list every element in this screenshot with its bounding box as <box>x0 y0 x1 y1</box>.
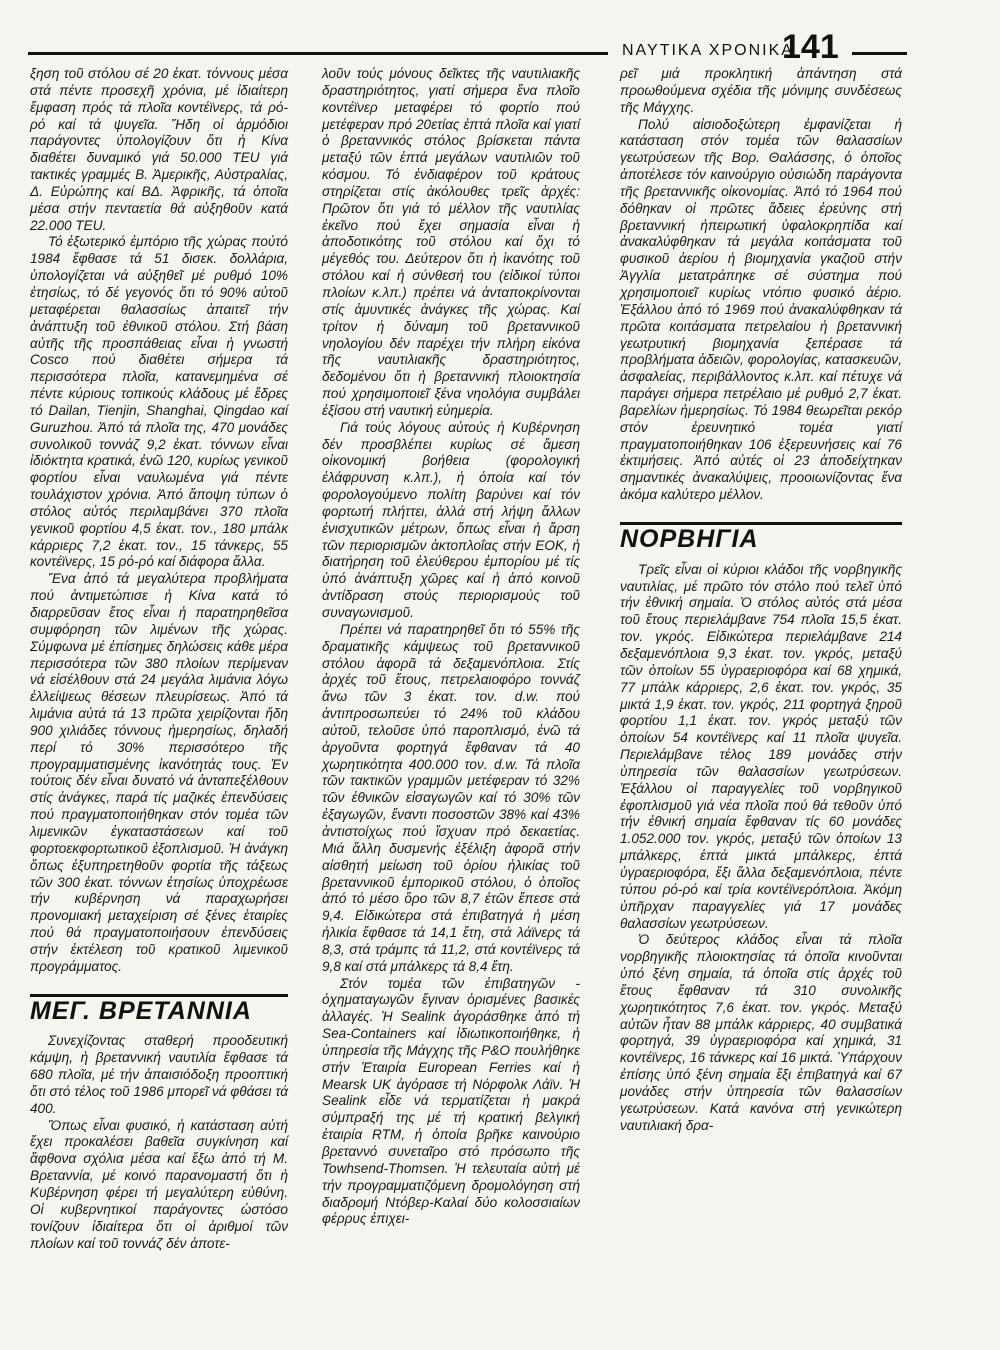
paragraph: Πρέπει νά παρατηρηθεῖ ὅτι τό 55% τῆς δραματικῆς κάμψεως τοῦ βρεταννικοῦ στόλου ἀφορᾶ τά δεξαμενόπλοια. Στίς ἀρχές τοῦ ἔτους, πετρελαιοφόρο τοννάζ ἄνω τῶν 3 ἑκατ. τον. d.w. πού ἀντιπροσωπεύει τό 24% τοῦ κλάδου αὐτοῦ, τελοῦσε ὑπό παροπλισμό, ἐνῶ τά ἀργοῦντα φορτηγά ἔφθαναν τά 40 χωρητικότητα 400.000 τον. d.w. Τά πλοῖα τῶν τακτικῶν γραμμῶν μετέφεραν τό 32% τῶν ἐθνικῶν εἰσαγωγῶν καί τό 30% τῶν ἐξαγωγῶν, ἔναντι ποσοστῶν 38% καί 43% ἀντιστοίχως πού ἴσχυαν πρό δεκαετίας. Μιά ἄλλη δυσμενής ἐξέλιξη ἀφορᾶ στήν αἰσθητή μείωση τοῦ ὁρίου ἡλικίας τοῦ βρεταννικοῦ ἐμπορικοῦ στόλου, ὁ ὁποῖος ἀπό τό μέσο ὅρο τῶν 8,7 ἐτῶν ἔπεσε στά 9,4. Εἰδικώτερα στά ἐπιβατηγά ἡ μέση ἡλικία ἔφθασε τά 14,1 ἔτη, στά λάϊνερς τά 8,3, στά τράμπς τά 11,2, στά κοντέϊνερς τά 9,8 καί στά μπάλκερς τά 8,4 ἔτη. <box>322 621 580 974</box>
section-heading-norway <box>620 522 902 552</box>
paragraph: ρεῖ μιά προκλητική ἀπάντηση στά προωθούμενα σχέδια τῆς μόνιμης συνδέσεως τῆς Μάγχης. <box>620 66 902 115</box>
column-1 <box>30 66 288 1252</box>
section-heading-text: ΝΟΡΒΗΓΙΑ <box>620 524 759 553</box>
header-rule-left <box>28 52 608 55</box>
paragraph: Συνεχίζοντας σταθερή προοδευτική κάμψη, ἡ βρεταννική ναυτιλία ἔφθασε τά 680 πλοῖα, μέ τήν ἀπαισιόδοξη προοπτική ὅτι στό τέλος τοῦ 1986 μπορεῖ νά φθάσει τά 400. <box>30 1033 288 1116</box>
paragraph: Ὁ δεύτερος κλάδος εἶναι τά πλοῖα νορβηγικῆς πλοιοκτησίας τά ὁποῖα κινοῦνται ὑπό ξένη σημαία, τά ὁποῖα στίς ἀρχές τοῦ ἔτους ἔφθαναν τά 310 συνολικῆς χωρητικότητος 7,6 ἑκατ. τον. γκρός. Μεταξύ αὐτῶν ἦταν 88 μπάλκ κάρριερς, 40 συμβατικά φορτηγά, 39 ὑγραεριοφόρα καί χημικά, 31 κοντέϊνερς, 16 τάνκερς καί 16 μικτά. Ὑπάρχουν ἐπίσης ὑπό ξένη σημαία ἕξι ἐπιβατηγά καί 67 μονάδες στήν ὑπηρεσία τῶν θαλασσίων γεωτρύσεων. Κατά κανόνα στή γενικώτερη ναυτιλιακή δρα- <box>620 932 902 1133</box>
paragraph: Τό ἐξωτερικό ἐμπόριο τῆς χώρας πούτό 1984 ἔφθασε τά 51 δισεκ. δολλάρια, ὑπολογίζεται νά αὐξηθεῖ μέ ρυθμό 10% ἐτησίως, τό δέ γεγονός ὅτι τό 90% αὐτοῦ μεταφέρεται θαλασσίως ἀπαιτεῖ τήν ἀνάπτυξη τοῦ ἐθνικοῦ στόλου. Στή βάση αὐτῆς τῆς προσπάθειας εἶναι ἡ γνωστή Cosco πού διαθέτει σήμερα τά περισσότερα πλοῖα, κατανεμημένα σέ πέντε κύριους τοπικούς κλάδους μέ ἕδρες τό Dailan, Tienjin, Shanghai, Qingdao καί Guruzhou. Ἀπό τά πλοῖα της, 470 μονάδες συνολικοῦ τοννάζ 9,2 ἑκατ. τόννων εἶναι ἰδιόκτητα κρατικά, ἐνῶ 120, κυρίως γενικοῦ φορτίου εἶναι ναυλωμένα γιά πέντε τουλάχιστον χρόνια. Ἀπό ἄποψη τύπων ὁ στόλος αὐτός περιλαμβάνει 370 πλοῖα γενικοῦ φορτίου 4,5 ἑκατ. τον., 180 μπάλκ κάρριερς 7,2 ἑκατ. τον., 15 τάνκερς, 55 κοντέϊνερς, 15 ρό-ρό καί διάφορα ἄλλα. <box>30 234 288 570</box>
paragraph: ξηση τοῦ στόλου σέ 20 ἑκατ. τόννους μέσα στά πέντε προσεχῆ χρόνια, μέ ἰδιαίτερη ἔμφαση πρός τά πλοῖα κοντέϊνερς, τά ρό-ρό καί τά ψυγεῖα. Ἤδη οἱ ἁρμόδιοι παράγοντες ὑπολογίζουν ὅτι ἡ Κίνα διαθέτει δυναμικό γιά 50.000 TEU γιά τακτικές γραμμές Β. Ἀμερικῆς, Αὐστραλίας, Δ. Εὐρώπης καί ΒΔ. Ἀφρικῆς, τά ὁποῖα μέσα στήν πενταετία θά αὐξηθοῦν κατά 22.000 TEU. <box>30 66 288 233</box>
page-number: 141 <box>782 28 839 66</box>
section-heading-britain <box>30 994 288 1024</box>
section-heading-text: ΜΕΓ. ΒΡΕΤΑΝΝΙΑ <box>30 996 252 1025</box>
column-2 <box>322 66 580 1228</box>
paragraph: Ὅπως εἶναι φυσικό, ἡ κατάσταση αὐτή ἔχει προκαλέσει βαθεῖα συγκίνηση καί ἄφθονα σχόλια μέσα καί ἔξω ἀπό τή Μ. Βρεταννία, μέ κοινό παρανομαστή ὅτι ἡ Κυβέρνηση φέρει τή μεγαλύτερη εὐθύνη. Οἱ κυβερνητικοί παράγοντες ὡστόσο τονίζουν ἰδιαίτερα ὅτι οἱ ἀριθμοί τῶν πλοίων καί τοῦ τοννάζ δέν ἀποτε- <box>30 1117 288 1251</box>
paragraph: Στόν τομέα τῶν ἐπιβατηγῶν - ὀχηματαγωγῶν ἔγιναν ὁρισμένες βασικές ἀλλαγές. Ἡ Sealink ἀγοράσθηκε ἀπό τή Sea-Containers καί ἰδιωτικοποιήθηκε, ἡ ὑπηρεσία τῆς Μάγχης τῆς P&O πουλήθηκε στήν Ἑταιρία European Ferries καί ἡ Mearsk UK ἀγόρασε τή Νόρφολκ Λάϊν. Ἡ Sealink εἶδε νά τερματίζεται ἡ μακρά σύμπραξή της μέ τή κρατική βελγική ἑταιρία RTM, ἡ ὁποία βρῆκε καινούριο βρεταννό συνεταῖρο στό πρόσωπο τῆς Towhsend-Thomsen. Ἡ τελευταία αὐτή μέ τήν προγραμματιζόμενη δρομολόγηση στή διαδρομή Ντόβερ-Καλαί δύο κολοσσιαίων φέρρυς ἐπιχει- <box>322 975 580 1227</box>
paragraph: λοῦν τούς μόνους δεῖκτες τῆς ναυτιλιακῆς δραστηριότητος, γιατί σήμερα ἕνα πλοῖο κοντέϊνερ μεταφέρει τό φορτίο πού μετέφεραν πρό 20ετίας ἑπτά πλοῖα καί γιατί ὁ βρεταννικός στόλος βρίσκεται πάντα μεταξύ τῶν ἑπτά μεγάλων ναυτιλιῶν τοῦ κόσμου. Τό ἐνδιαφέρον τοῦ κράτους στηρίζεται στίς ἀκόλουθες τρεῖς ἀρχές: Πρῶτον ὅτι γιά τό μέλλον τῆς ναυτιλίας ἐκεῖνο πού ἔχει σημασία εἶναι ἡ ἀποδοτικότης τοῦ στόλου καί ὄχι τό μέγεθός του. Δεύτερον ὅτι ἡ ἱκανότης τοῦ στόλου καί ἡ σύνθεσή του (εἰδικοί τύποι πλοίων κ.λπ.) πρέπει νά ἀνταποκρίνονται στίς ἀμυντικές ἀνάγκες τῆς χώρας. Καί τρίτον ἡ δύναμη τοῦ βρεταννικοῦ νηολογίου δέν παρέχει τήν πλήρη εἰκόνα τῆς ναυτιλιακῆς δραστηριότητος, δεδομένου ὅτι ἡ βρεταννική πλοιοκτησία πού χρησιμοποιεῖ ξένα νηολόγια συμβάλει ἐξίσου στή ναυτική εὐημερία. <box>322 66 580 418</box>
header-rule-right <box>852 52 907 55</box>
paragraph: Ἕνα ἀπό τά μεγαλύτερα προβλήματα πού ἀντιμετώπισε ἡ Κίνα κατά τό διαρρεῦσαν ἔτος εἶναι ἡ παρατηρηθεῖσα συμφόρηση τῶν λιμένων τῆς χώρας. Σύμφωνα μέ ἐπίσημες δηλώσεις κάθε μέρα περισσότερα τῶν 380 πλοίων περίμεναν νά εἰσέλθουν στά 24 μεγάλα λιμάνια λόγω ἐλλείψεως θέσεων πλευρίσεως. Ἀπό τά λιμάνια αὐτά τά 13 πρῶτα χειρίζονται ἤδη 900 χιλιάδες τόννους ἡμερησίως, δηλαδή περί τό 30% περισσότερο τῆς προγραμματισμένης ἱκανότητάς τους. Ἐν τούτοις δέν εἶναι δυνατό νά ἀνταπεξέλθουν στίς ἀνάγκες, παρά τίς μαζικές ἐπενδύσεις πού πραγματοποιήθηκαν στόν τομέα τῶν λιμενικῶν ἐγκαταστάσεων καί τοῦ φορτοεκφορτωτικοῦ ἐξοπλισμοῦ. Ἡ ἀνάγκη ὅπως ἐξυπηρετηθοῦν φορτία τῆς τάξεως τῶν 300 ἑκατ. τόννων ἐτησίως ὑποχρέωσε τήν κυβέρνηση νά παραχωρήσει προνομιακή μεταχείριση σέ ξένες ἑταιρίες πού θά πραγματοποιήσουν ἐπενδύσεις στήν ἐκτέλεση τοῦ κρατικοῦ λιμενικοῦ προγράμματος. <box>30 571 288 974</box>
paragraph: Γιά τούς λόγους αὐτούς ἡ Κυβέρνηση δέν προσβλέπει κυρίως σέ ἄμεση οἰκονομική βοήθεια (φορολογική ἐλάφρυνση κ.λπ.), ἡ ὁποία καί τόν φορολογούμενο πολίτη βαρύνει καί τόν φορτωτή πλήττει, ἀλλά στή λήψη ἄλλων ἐνισχυτικῶν μέτρων, ὅπως εἶναι ἡ ἄρση τῶν περιορισμῶν ἀκτοπλοΐας στήν ΕΟΚ, ἡ διατήρηση τοῦ ἐλεύθερου ἐμπορίου μέ τίς ὑπό ἀνάπτυξη χῶρες καί ἡ ἀπό κοινοῦ ἀντίδραση στούς περιορισμούς τοῦ συναγωνισμοῦ. <box>322 419 580 620</box>
paragraph: Πολύ αἰσιοδοξώτερη ἐμφανίζεται ἡ κατάσταση στόν τομέα τῶν θαλασσίων γεωτρύσεων τῆς Βορ. Θαλάσσης, ὁ ὁποῖος ἀποτέλεσε τόν καινούργιο οὐσιώδη παράγοντα τῆς βρεταννικῆς οἰκονομίας. Ἀπό τό 1964 πού δόθηκαν οἱ πρῶτες ἄδειες ἐρεύνης στή βρεταννική ἠπειρωτική ὑφαλοκρηπίδα καί ἀνακαλύφθηκαν τά μεγάλα κοιτάσματα τοῦ φυσικοῦ ἀερίου ἡ βιομηχανία γκαζιοῦ στήν Ἀγγλία μετατράπηκε σέ σύστημα πού χρησιμοποιεῖ κυρίως ντόπιο φυσικό ἀέριο. Ἐξάλλου ἀπό τό 1969 πού ἀνακαλύφθηκαν τά πρῶτα κοιτάσματα πετρελαίου ἡ βρεταννική γεωτρυτική βιομηχανία ξεπέρασε τά προβλήματα ἀδειῶν, φορολογίας, κατασκευῶν, ἀσφαλείας, περιβάλλοντος κ.λπ. καί πέτυχε νά παράγει σήμερα πετρέλαιο μέ ρυθμό 2,7 ἑκατ. βαρελίων ἡμερησίως. Τό 1984 θεωρεῖται ρεκόρ στόν ἐρευνητικό τομέα γιατί πραγματοποιήθηκαν 106 ἐξερευνήσεις καί 76 ἐκτιμήσεις. Ἀπό αὐτές οἱ 23 ἀποδείχτηκαν σημαντικές ἀνακαλύψεις, προοιωνίζοντας ἕνα ἀκόμα καλύτερο μέλλον. <box>620 116 902 503</box>
column-3 <box>620 66 902 1134</box>
running-title: ΝΑΥΤΙΚΑ ΧΡΟΝΙΚΑ <box>622 42 794 59</box>
paragraph: Τρεῖς εἶναι οἱ κύριοι κλάδοι τῆς νορβηγικῆς ναυτιλίας, μέ πρῶτο τόν στόλο πού τελεῖ ὑπό τήν ἐθνική σημαία. Ὁ στόλος αὐτός στά μέσα τοῦ ἔτους περιελάμβανε 754 πλοῖα 15,5 ἑκατ. τον. γκρός. Εἰδικώτερα περιελάμβανε 214 δεξαμενόπλοια 9,3 ἑκατ. τον. γκρός, μεταξύ τῶν ὁποίων 55 ὑγραεριοφόρα καί 68 χημικά, 77 μπάλκ κάρριερς, 2,6 ἑκατ. τον. γκρός, 35 μικτά 1,9 ἑκατ. τον. γκρός, 211 φορτηγά ξηροῦ φορτίου 1,1 ἑκατ. τον. γκρός μεταξύ τῶν ὁποίων 54 κοντέϊνερς καί 11 πλοῖα ψυγεῖα. Περιελάμβανε τέλος 189 μονάδες στήν ὑπηρεσία τῶν θαλασσίων γεωτρύσεων. Ἐξάλλου οἱ παραγγελίες τοῦ νορβηγικοῦ ἐφοπλισμοῦ γιά νέα πλοῖα πού θά τεθοῦν ὑπό τήν ἐθνική σημαία ἔφθαναν τίς 60 μονάδες 1.052.000 τον. γκρός, μεταξύ τῶν ὁποίων 13 μπάλκερς, ἑπτά μικτά μπάλκερς, ἑπτά ὑγραεριοφόρα, ἕξι ἄλλα δεξαμενόπλοια, πέντε τύπου ρό-ρό καί τρία κοντέϊνερόπλοια. Ἀκόμη ὑπῆρχαν παραγγελίες γιά 17 μονάδες θαλασσίων γεωτρύσεων. <box>620 561 902 931</box>
